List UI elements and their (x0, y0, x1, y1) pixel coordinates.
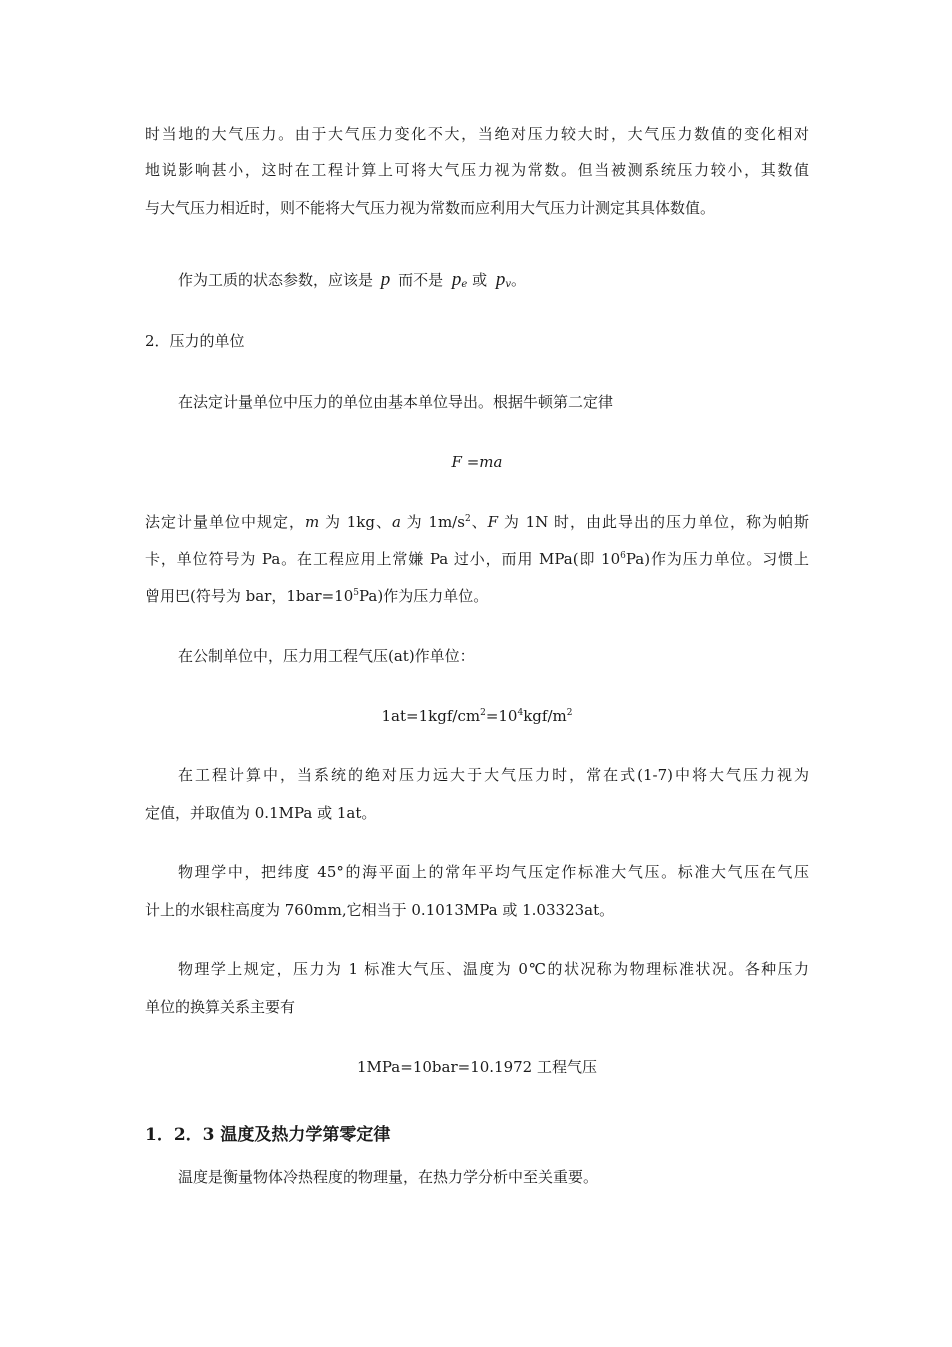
para7-line2: 单位的换算关系主要有 (145, 998, 296, 1016)
para8: 温度是衡量物体冷热程度的物理量，在热力学分析中至关重要。 (178, 1168, 599, 1186)
para1-line1: 时当地的大气压力。由于大气压力变化不大，当绝对压力较大时，大气压力数值的变化相对 (145, 125, 809, 143)
para3-l2-b: Pa)作为压力单位。习惯上 (625, 550, 810, 568)
para6-line2: 计上的水银柱高度为 760mm,它相当于 0.1013MPa 或 1.03323at。 (145, 901, 615, 919)
formula-at-sup1: 2 (480, 708, 486, 718)
para1-line2: 地说影响甚小，这时在工程计算上可将大气压力视为常数。但当被测系统压力较小，其数值 (145, 161, 809, 179)
formula-at-sup3: 2 (566, 708, 573, 718)
state-param-text-d: 。 (511, 271, 527, 289)
para3-l2-a: 卡，单位符号为 Pa。在工程应用上常嫌 Pa 过小，而用 MPa(即 10 (145, 550, 621, 568)
symbol-pe-base: p (451, 269, 462, 290)
para1-line3: 与大气压力相近时，则不能将大气压力视为常数而应利用大气压力计测定其具体数值。 (145, 199, 716, 217)
para3-line1 (145, 512, 809, 532)
para3-l1-e: 为 1N 时，由此导出的压力单位，称为帕斯 (498, 513, 809, 531)
symbol-pe-sub: e (461, 279, 468, 290)
formula-at-b: =10 (485, 707, 518, 725)
para5-line2: 定值，并取值为 0.1MPa 或 1at。 (145, 804, 377, 822)
section-heading: 1．2．3 温度及热力学第零定律 (145, 1125, 391, 1145)
formula-at-c: kgf/m (523, 707, 567, 725)
para3-l1-a: 法定计量单位中规定， (145, 513, 305, 531)
symbol-F: F (487, 513, 499, 531)
state-param-text-c: 或 (472, 271, 488, 289)
para3-l1-d: 、 (470, 513, 488, 531)
para6-line1: 物理学中，把纬度 45°的海平面上的常年平均气压定作标准大气压。标准大气压在气压 (178, 863, 809, 881)
symbol-a: a (391, 513, 401, 531)
symbol-pe (452, 271, 467, 289)
formula-newton: F =ma (451, 453, 503, 471)
section2-title: 2．压力的单位 (145, 332, 245, 350)
symbol-p: p (380, 269, 391, 290)
para3-l2-sup: 6 (620, 551, 626, 561)
formula-conversion: 1MPa=10bar=10.1972 工程气压 (356, 1058, 597, 1076)
state-param-line (178, 270, 526, 295)
para3-l1-sup: 2 (464, 514, 471, 524)
para7-line1: 物理学上规定，压力为 1 标准大气压、温度为 0℃的状况称为物理标准状况。各种压力 (178, 960, 809, 978)
para5-line1: 在工程计算中，当系统的绝对压力远大于大气压力时，常在式(1-7)中将大气压力视为 (178, 766, 809, 784)
symbol-pv-base: p (495, 269, 506, 290)
symbol-pv (496, 271, 511, 289)
para3-line3 (145, 586, 488, 606)
para3-line2 (145, 549, 809, 569)
state-param-text-b: 而不是 (398, 271, 444, 289)
para3-l1-c: 为 1m/s (400, 513, 465, 531)
para2: 在法定计量单位中压力的单位由基本单位导出。根据牛顿第二定律 (178, 393, 614, 411)
para3-l3-b: Pa)作为压力单位。 (359, 587, 489, 605)
symbol-m: m (304, 513, 320, 531)
formula-at-sup2: 4 (517, 708, 524, 718)
symbol-pv-sub: v (505, 279, 512, 290)
para3-l3-sup: 5 (353, 588, 359, 598)
formula-at (145, 706, 809, 726)
para4: 在公制单位中，压力用工程气压(at)作单位： (178, 647, 475, 665)
formula-at-a: 1at=1kgf/cm (381, 707, 481, 725)
para3-l1-b: 为 1kg、 (319, 513, 392, 531)
para3-l3-a: 曾用巴(符号为 bar，1bar=10 (145, 587, 354, 605)
state-param-text-a: 作为工质的状态参数，应该是 (178, 271, 374, 289)
